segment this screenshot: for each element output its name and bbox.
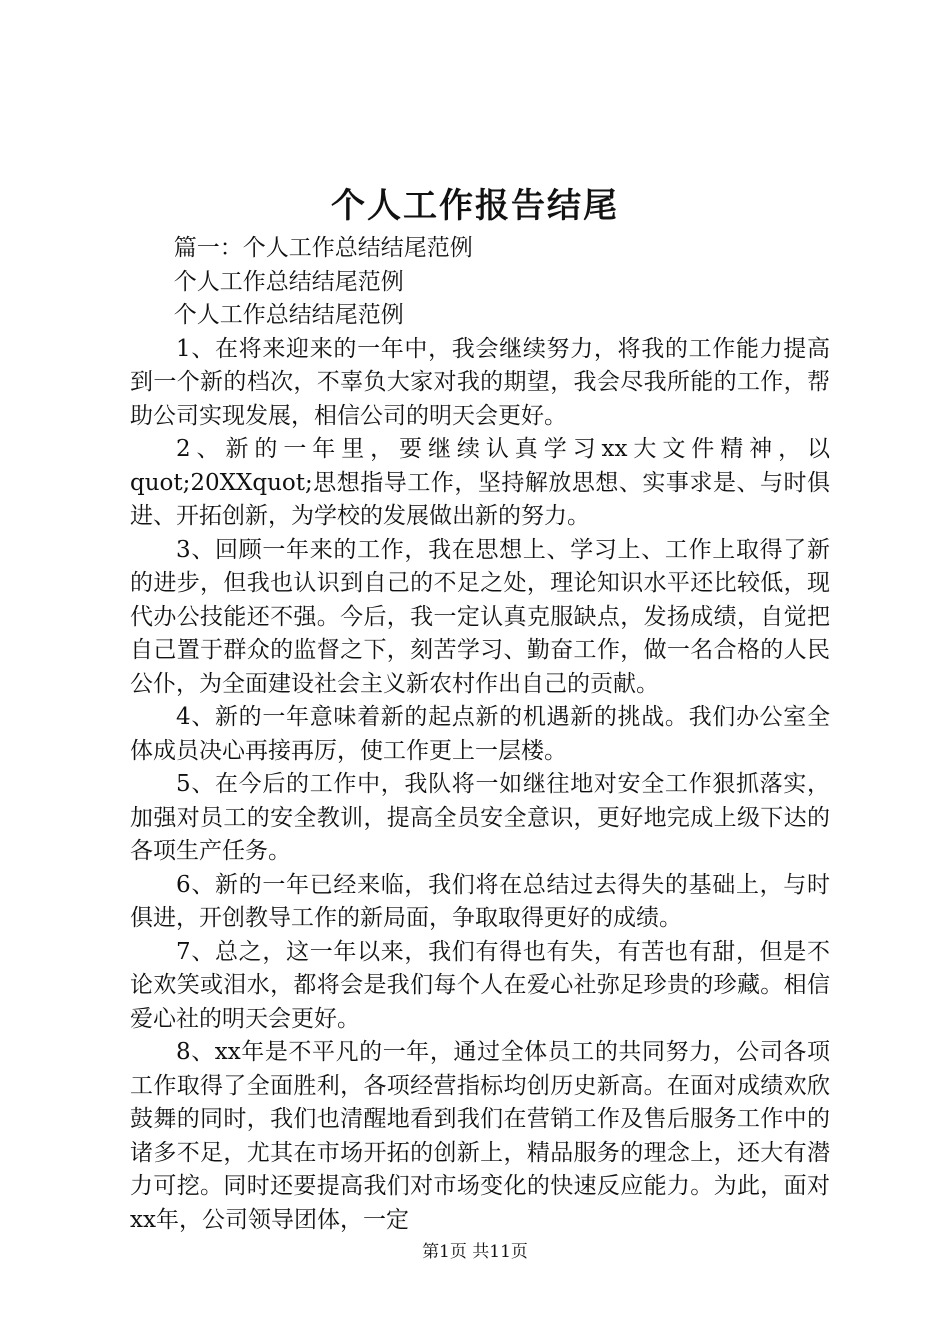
paragraph: 8、xx年是不平凡的一年，通过全体员工的共同努力，公司各项工作取得了全面胜利，各项经营指标均创历史新高。在面对成绩欢欣鼓舞的同时，我们也清醒地看到我们在营销工作及售后服务工作中的诸多不足，尤其在市场开拓的创新上，精品服务的理念上，还大有潜力可挖。同时还要提高我们对市场变化的快速反应能力。为此，面对xx年，公司领导团体，一定: [130, 1039, 830, 1233]
paragraph: 3、回顾一年来的工作，我在思想上、学习上、工作上取得了新的进步，但我也认识到自己的不足之处，理论知识水平还比较低，现代办公技能还不强。今后，我一定认真克服缺点，发扬成绩，自觉把自己置于群众的监督之下，刻苦学习、勤奋工作，做一名合格的人民公仆，为全面建设社会主义新农村作出自己的贡献。: [130, 536, 830, 697]
paragraph: 5、在今后的工作中，我队将一如继往地对安全工作狠抓落实，加强对员工的安全教训，提高全员安全意识，更好地完成上级下达的各项生产任务。: [130, 771, 830, 864]
intro-line: 个人工作总结结尾范例: [173, 268, 404, 295]
page-title: 个人工作报告结尾: [331, 186, 619, 226]
page-footer: 第1页 共11页: [422, 1242, 528, 1262]
paragraph: 7、总之，这一年以来，我们有得也有失，有苦也有甜，但是不论欢笑或泪水，都将会是我们每个人在爱心社弥足珍贵的珍藏。相信爱心社的明天会更好。: [130, 938, 830, 1032]
paragraph: 2、新的一年里，要继续认真学习xx大文件精神，以quot;20XXquot;思想指导工作，坚持解放思想、实事求是、与时俱进、开拓创新，为学校的发展做出新的努力。: [130, 436, 830, 529]
paragraph: 6、新的一年已经来临，我们将在总结过去得失的基础上，与时俱进，开创教导工作的新局面，争取取得更好的成绩。: [130, 871, 830, 931]
intro-line: 篇一：个人工作总结结尾范例: [173, 235, 473, 261]
paragraph: 4、新的一年意味着新的起点新的机遇新的挑战。我们办公室全体成员决心再接再厉，使工作更上一层楼。: [130, 704, 830, 764]
document-body: [130, 232, 830, 1237]
paragraph: 1、在将来迎来的一年中，我会继续努力，将我的工作能力提高到一个新的档次，不辜负大家对我的期望，我会尽我所能的工作，帮助公司实现发展，相信公司的明天会更好。: [130, 335, 830, 429]
intro-line: 个人工作总结结尾范例: [173, 302, 404, 328]
